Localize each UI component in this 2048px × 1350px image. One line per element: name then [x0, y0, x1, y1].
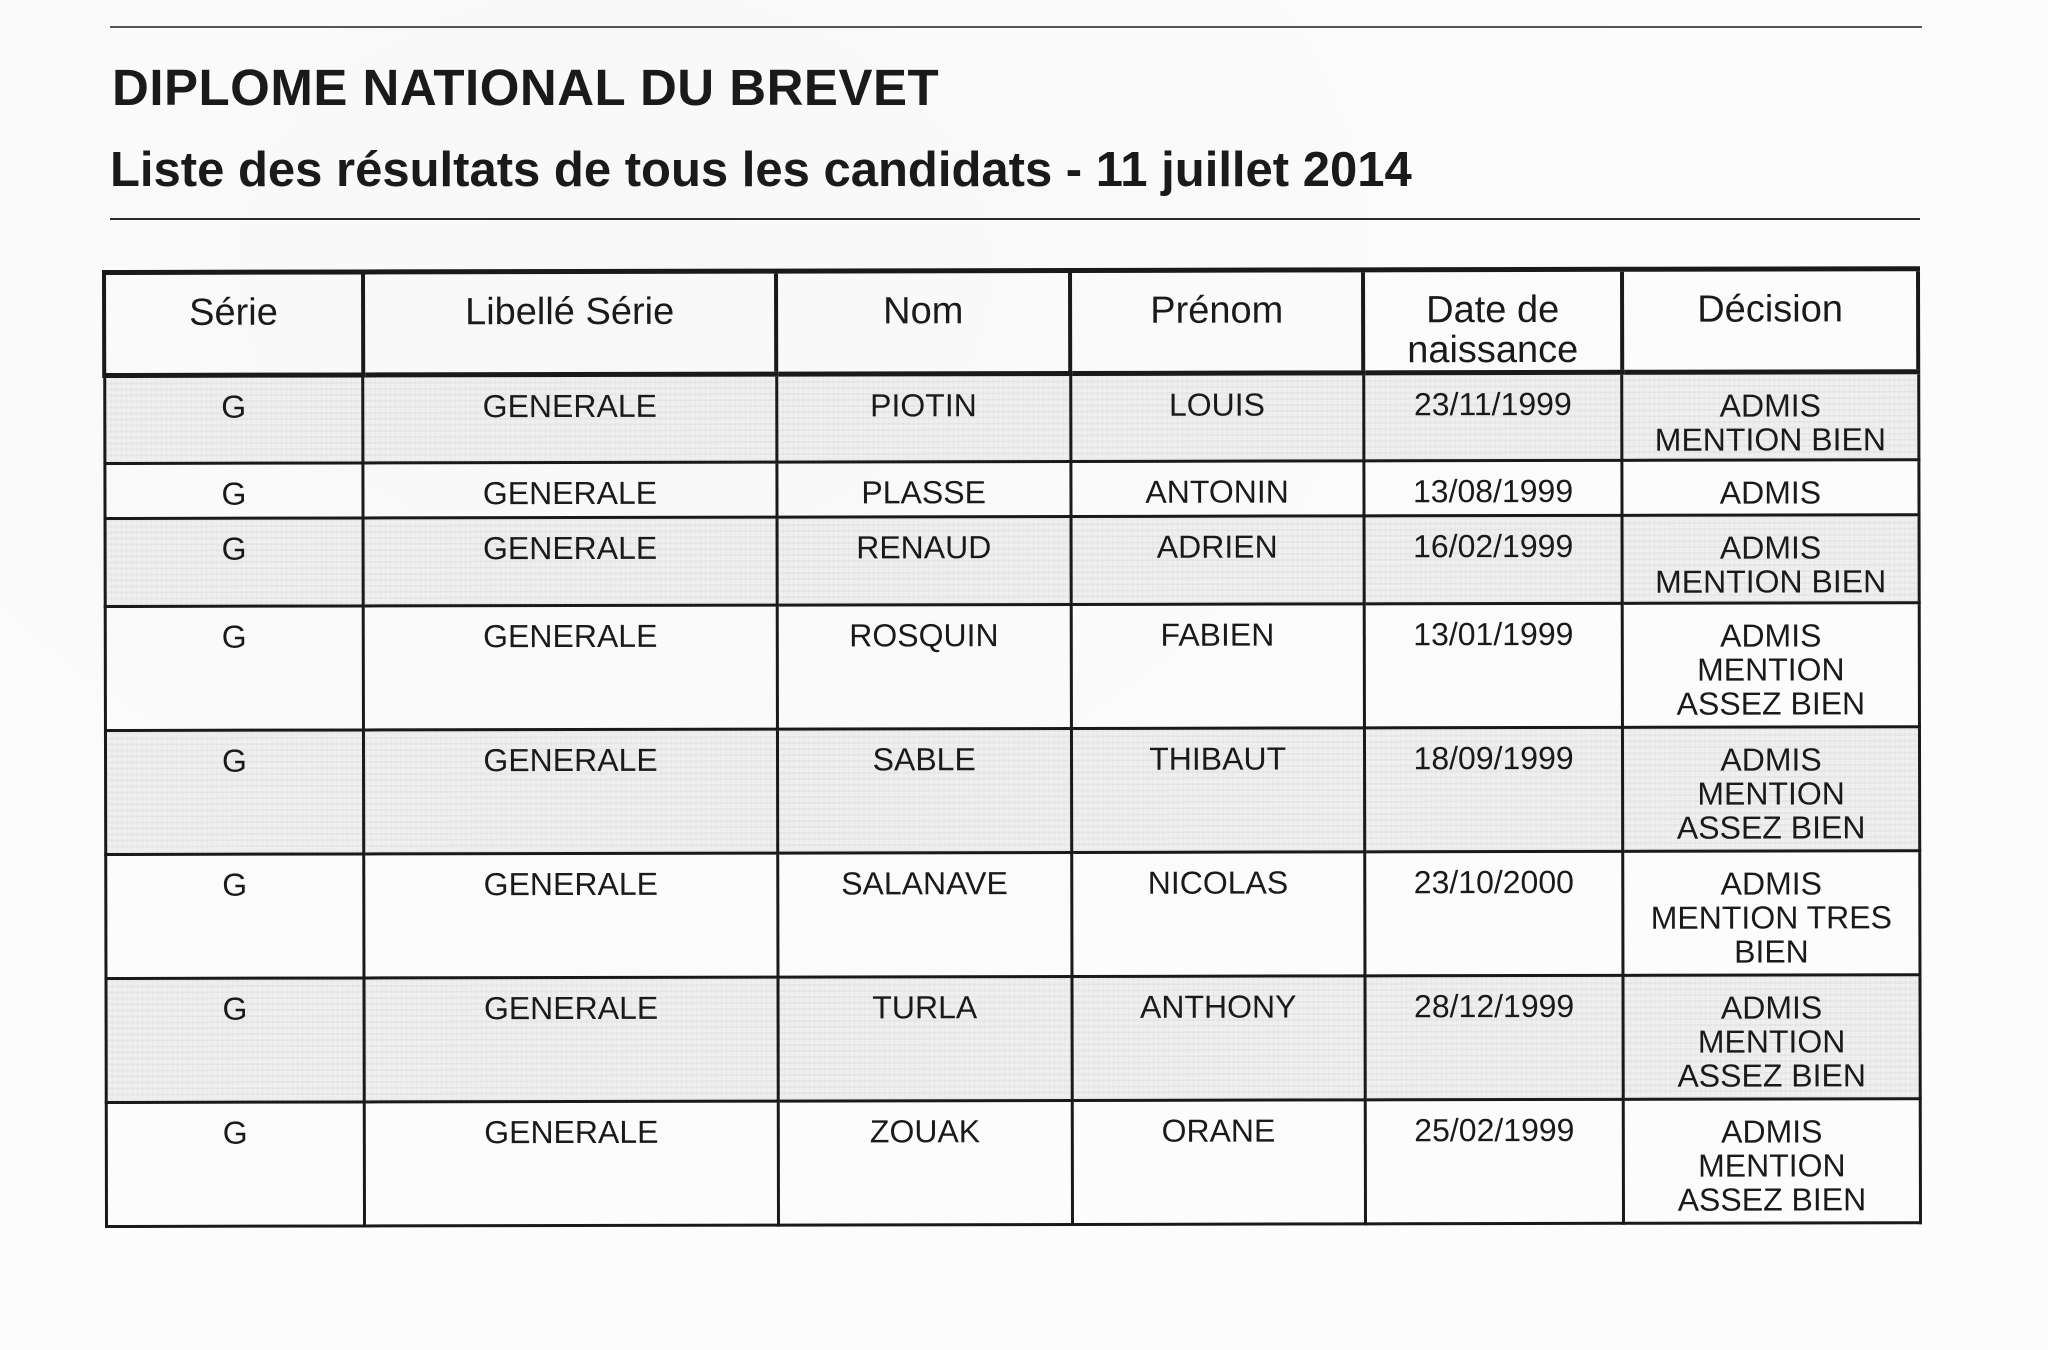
cell-decision: [1623, 515, 1919, 604]
cell-prenom: NICOLAS: [1071, 852, 1364, 977]
cell-decision: [1623, 727, 1919, 852]
table-row: [105, 975, 1919, 1103]
decision-line: MENTION: [1697, 651, 1845, 688]
cell-decision: [1623, 603, 1919, 728]
cell-serie: G: [105, 518, 364, 607]
cell-serie: G: [106, 1102, 365, 1227]
cell-libelle-serie: GENERALE: [364, 605, 778, 730]
cell-serie: G: [104, 375, 363, 464]
title-rule: [110, 218, 1920, 220]
results-table-body: [104, 372, 1920, 1227]
decision-line: ADMIS: [1719, 529, 1822, 566]
decision-line: ADMIS: [1720, 989, 1823, 1026]
document-subtitle: Liste des résultats de tous les candidats - 11 juillet 2014: [110, 143, 1412, 197]
cell-date-naissance: 18/09/1999: [1364, 727, 1623, 852]
cell-date-naissance: 25/02/1999: [1365, 1099, 1624, 1224]
cell-serie: G: [105, 978, 364, 1103]
cell-libelle-serie: GENERALE: [363, 517, 777, 606]
cell-date-naissance: 23/10/2000: [1364, 851, 1623, 976]
cell-prenom: ANTHONY: [1072, 976, 1365, 1101]
cell-serie: G: [105, 730, 364, 855]
cell-serie: G: [105, 606, 364, 731]
decision-line: ADMIS: [1720, 617, 1822, 654]
cell-nom: SABLE: [777, 728, 1071, 853]
table-row: [105, 603, 1919, 731]
cell-prenom: FABIEN: [1071, 604, 1364, 729]
decision-line: ASSEZ BIEN: [1677, 1057, 1866, 1094]
cell-decision: [1624, 1099, 1920, 1224]
decision-line: MENTION: [1697, 1023, 1846, 1060]
results-table: [102, 266, 1922, 1228]
decision-line: ASSEZ BIEN: [1676, 685, 1866, 722]
cell-nom: ZOUAK: [778, 1100, 1072, 1225]
cell-serie: G: [105, 854, 364, 979]
cell-libelle-serie: GENERALE: [363, 374, 777, 463]
column-header-date-naissance: Date de naissance: [1363, 269, 1622, 373]
decision-line: ADMIS: [1720, 865, 1822, 902]
table-row: [105, 851, 1919, 979]
table-row: [104, 460, 1918, 519]
decision-line: ASSEZ BIEN: [1676, 809, 1866, 846]
column-header-prenom: Prénom: [1070, 270, 1363, 374]
cell-nom: TURLA: [778, 976, 1072, 1101]
table-row: [106, 1099, 1920, 1227]
cell-prenom: LOUIS: [1070, 373, 1363, 462]
cell-date-naissance: 16/02/1999: [1364, 515, 1623, 604]
cell-libelle-serie: GENERALE: [364, 729, 778, 854]
decision-line: MENTION BIEN: [1654, 421, 1886, 458]
table-row: [104, 372, 1918, 464]
decision-line: MENTION BIEN: [1655, 563, 1887, 600]
cell-libelle-serie: GENERALE: [365, 1101, 779, 1226]
cell-date-naissance: 28/12/1999: [1365, 975, 1624, 1100]
table-header-row: [104, 269, 1918, 376]
decision-line: MENTION: [1697, 775, 1845, 812]
cell-prenom: ANTONIN: [1071, 461, 1364, 517]
cell-decision: [1622, 372, 1918, 461]
cell-nom: SALANAVE: [777, 852, 1071, 977]
cell-nom: ROSQUIN: [777, 604, 1071, 729]
table-row: [105, 727, 1919, 855]
cell-nom: RENAUD: [777, 516, 1071, 605]
top-rule: [110, 26, 1922, 28]
cell-libelle-serie: GENERALE: [364, 853, 778, 978]
cell-decision: [1622, 460, 1918, 516]
cell-libelle-serie: GENERALE: [364, 977, 778, 1102]
decision-line: ASSEZ BIEN: [1677, 1181, 1867, 1218]
decision-line: MENTION: [1698, 1147, 1846, 1184]
cell-prenom: ADRIEN: [1071, 516, 1364, 605]
column-header-serie: Série: [104, 272, 363, 376]
cell-decision: [1623, 975, 1919, 1100]
cell-nom: PLASSE: [777, 461, 1071, 517]
cell-libelle-serie: GENERALE: [363, 462, 776, 518]
cell-serie: G: [104, 463, 363, 519]
cell-nom: PIOTIN: [776, 373, 1070, 462]
cell-date-naissance: 13/08/1999: [1364, 460, 1623, 516]
cell-date-naissance: 13/01/1999: [1364, 603, 1623, 728]
decision-line: ADMIS: [1720, 741, 1822, 778]
column-header-libelle-serie: Libellé Série: [363, 271, 777, 375]
decision-line: ADMIS: [1719, 474, 1822, 511]
decision-line: ADMIS: [1721, 1113, 1823, 1150]
column-header-decision: Décision: [1622, 269, 1918, 373]
cell-prenom: ORANE: [1072, 1100, 1365, 1225]
cell-prenom: THIBAUT: [1071, 728, 1364, 853]
table-row: [105, 515, 1919, 607]
column-header-nom: Nom: [776, 270, 1070, 374]
document-title: DIPLOME NATIONAL DU BREVET: [112, 59, 940, 116]
decision-line: ADMIS: [1719, 387, 1821, 424]
cell-date-naissance: 23/11/1999: [1363, 372, 1622, 461]
decision-line: MENTION TRES: [1650, 899, 1892, 936]
decision-line: BIEN: [1734, 933, 1809, 970]
cell-decision: [1623, 851, 1919, 976]
